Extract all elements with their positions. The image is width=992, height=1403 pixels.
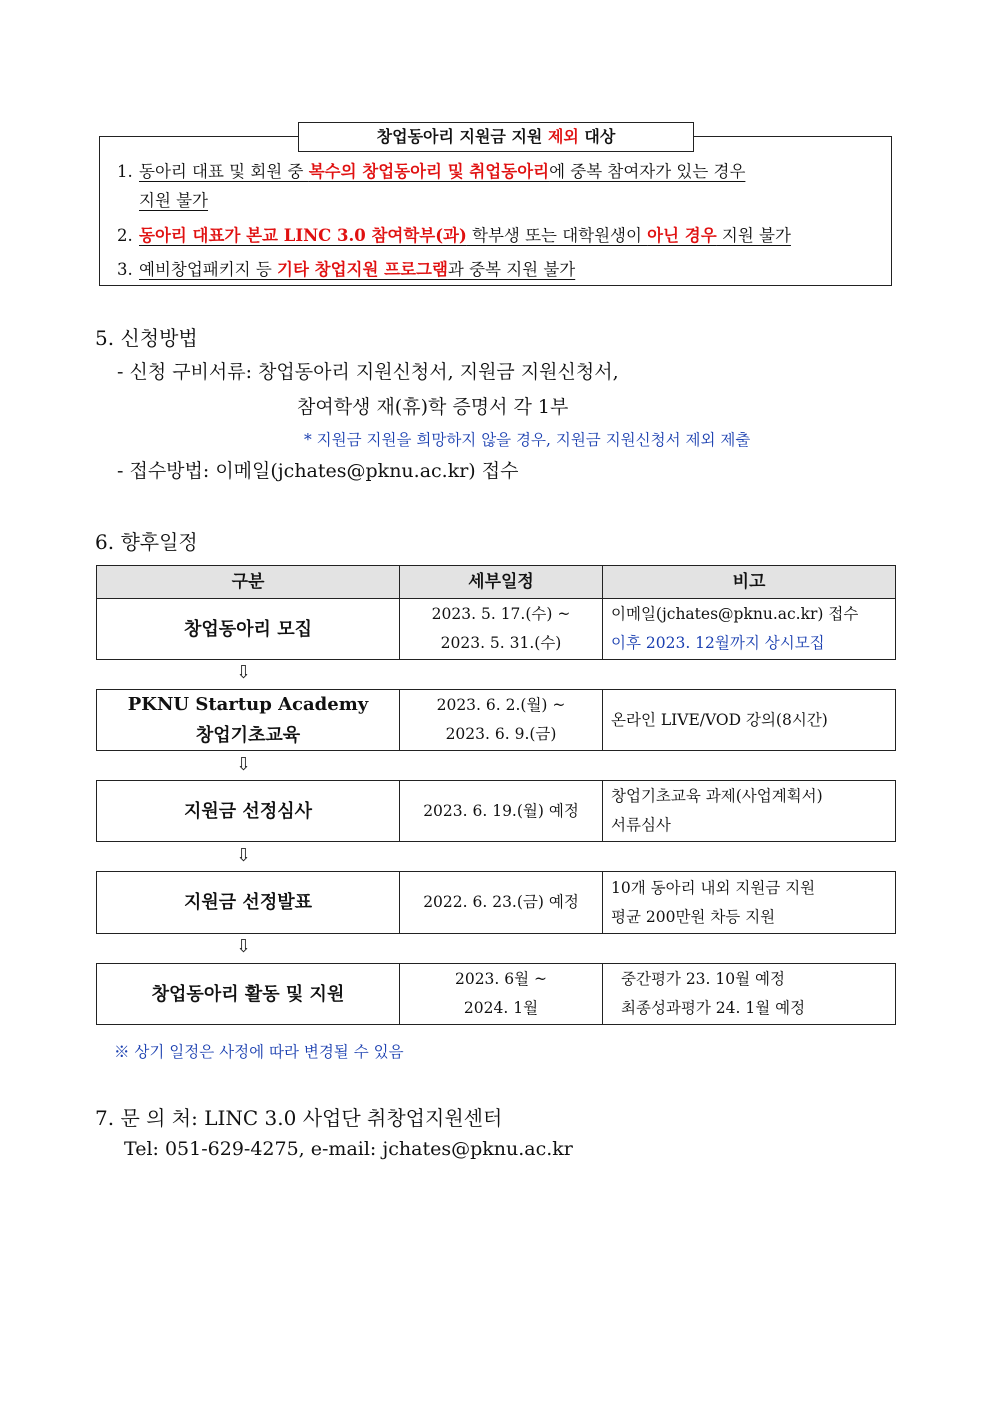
docs-line-2: 참여학생 재(휴)학 증명서 각 1부 xyxy=(297,396,569,418)
exclusion-item-1: 1. 동아리 대표 및 회원 중 복수의 창업동아리 및 취업동아리에 중복 참여자가 있는 경우 지원 불가 xyxy=(117,162,746,210)
header-note: 비고 xyxy=(732,571,766,592)
schedule-row-academy: PKNU Startup Academy 창업기초교육 2023. 6. 2.(월) ~ 2023. 6. 9.(금) 온라인 LIVE/VOD 강의(8시간) xyxy=(96,689,896,751)
contact-line: Tel: 051-629-4275, e-mail: jchates@pknu.ac.kr xyxy=(124,1138,573,1160)
header-category: 구분 xyxy=(97,566,400,598)
docs-line-1: - 신청 구비서류: 창업동아리 지원신청서, 지원금 지원신청서, xyxy=(117,361,619,383)
schedule-header xyxy=(96,565,896,599)
schedule-row-announce: 지원금 선정발표 2022. 6. 23.(금) 예정 10개 동아리 내외 지원금 지원 평균 200만원 차등 지원 xyxy=(96,871,896,934)
schedule-row-activity: 창업동아리 활동 및 지원 2023. 6월 ~ 2024. 1월 중간평가 23. 10월 예정 최종성과평가 24. 1월 예정 xyxy=(96,963,896,1025)
down-arrow-icon: ⇩ xyxy=(236,936,252,957)
header-date: 세부일정 xyxy=(400,566,603,598)
down-arrow-icon: ⇩ xyxy=(236,662,252,683)
section6-title: 6. 향후일정 xyxy=(95,530,198,554)
down-arrow-icon: ⇩ xyxy=(236,754,252,775)
schedule-row-review: 지원금 선정심사 2023. 6. 19.(월) 예정 창업기초교육 과제(사업계획서) 서류심사 xyxy=(96,780,896,842)
exclusion-title: 창업동아리 지원금 지원 제외 대상 xyxy=(298,122,694,152)
submit-method: - 접수방법: 이메일(jchates@pknu.ac.kr) 접수 xyxy=(117,460,519,482)
schedule-row-recruit: 창업동아리 모집 2023. 5. 17.(수) ~ 2023. 5. 31.(수) 이메일(jchates@pknu.ac.kr) 접수 이후 2023. 12월까지 상시모집 xyxy=(96,598,896,660)
section7-title: 7. 문 의 처: LINC 3.0 사업단 취창업지원센터 xyxy=(95,1106,503,1130)
down-arrow-icon: ⇩ xyxy=(236,845,252,866)
section5-title: 5. 신청방법 xyxy=(95,326,198,350)
exclusion-item-3: 3. 예비창업패키지 등 기타 창업지원 프로그램과 중복 지원 불가 xyxy=(117,260,576,279)
exclusion-item-2: 2. 동아리 대표가 본교 LINC 3.0 참여학부(과) 학부생 또는 대학원생이 아닌 경우 지원 불가 xyxy=(117,226,791,245)
docs-note: * 지원금 지원을 희망하지 않을 경우, 지원금 지원신청서 제외 제출 xyxy=(304,431,751,449)
schedule-footnote: ※ 상기 일정은 사정에 따라 변경될 수 있음 xyxy=(114,1043,404,1061)
